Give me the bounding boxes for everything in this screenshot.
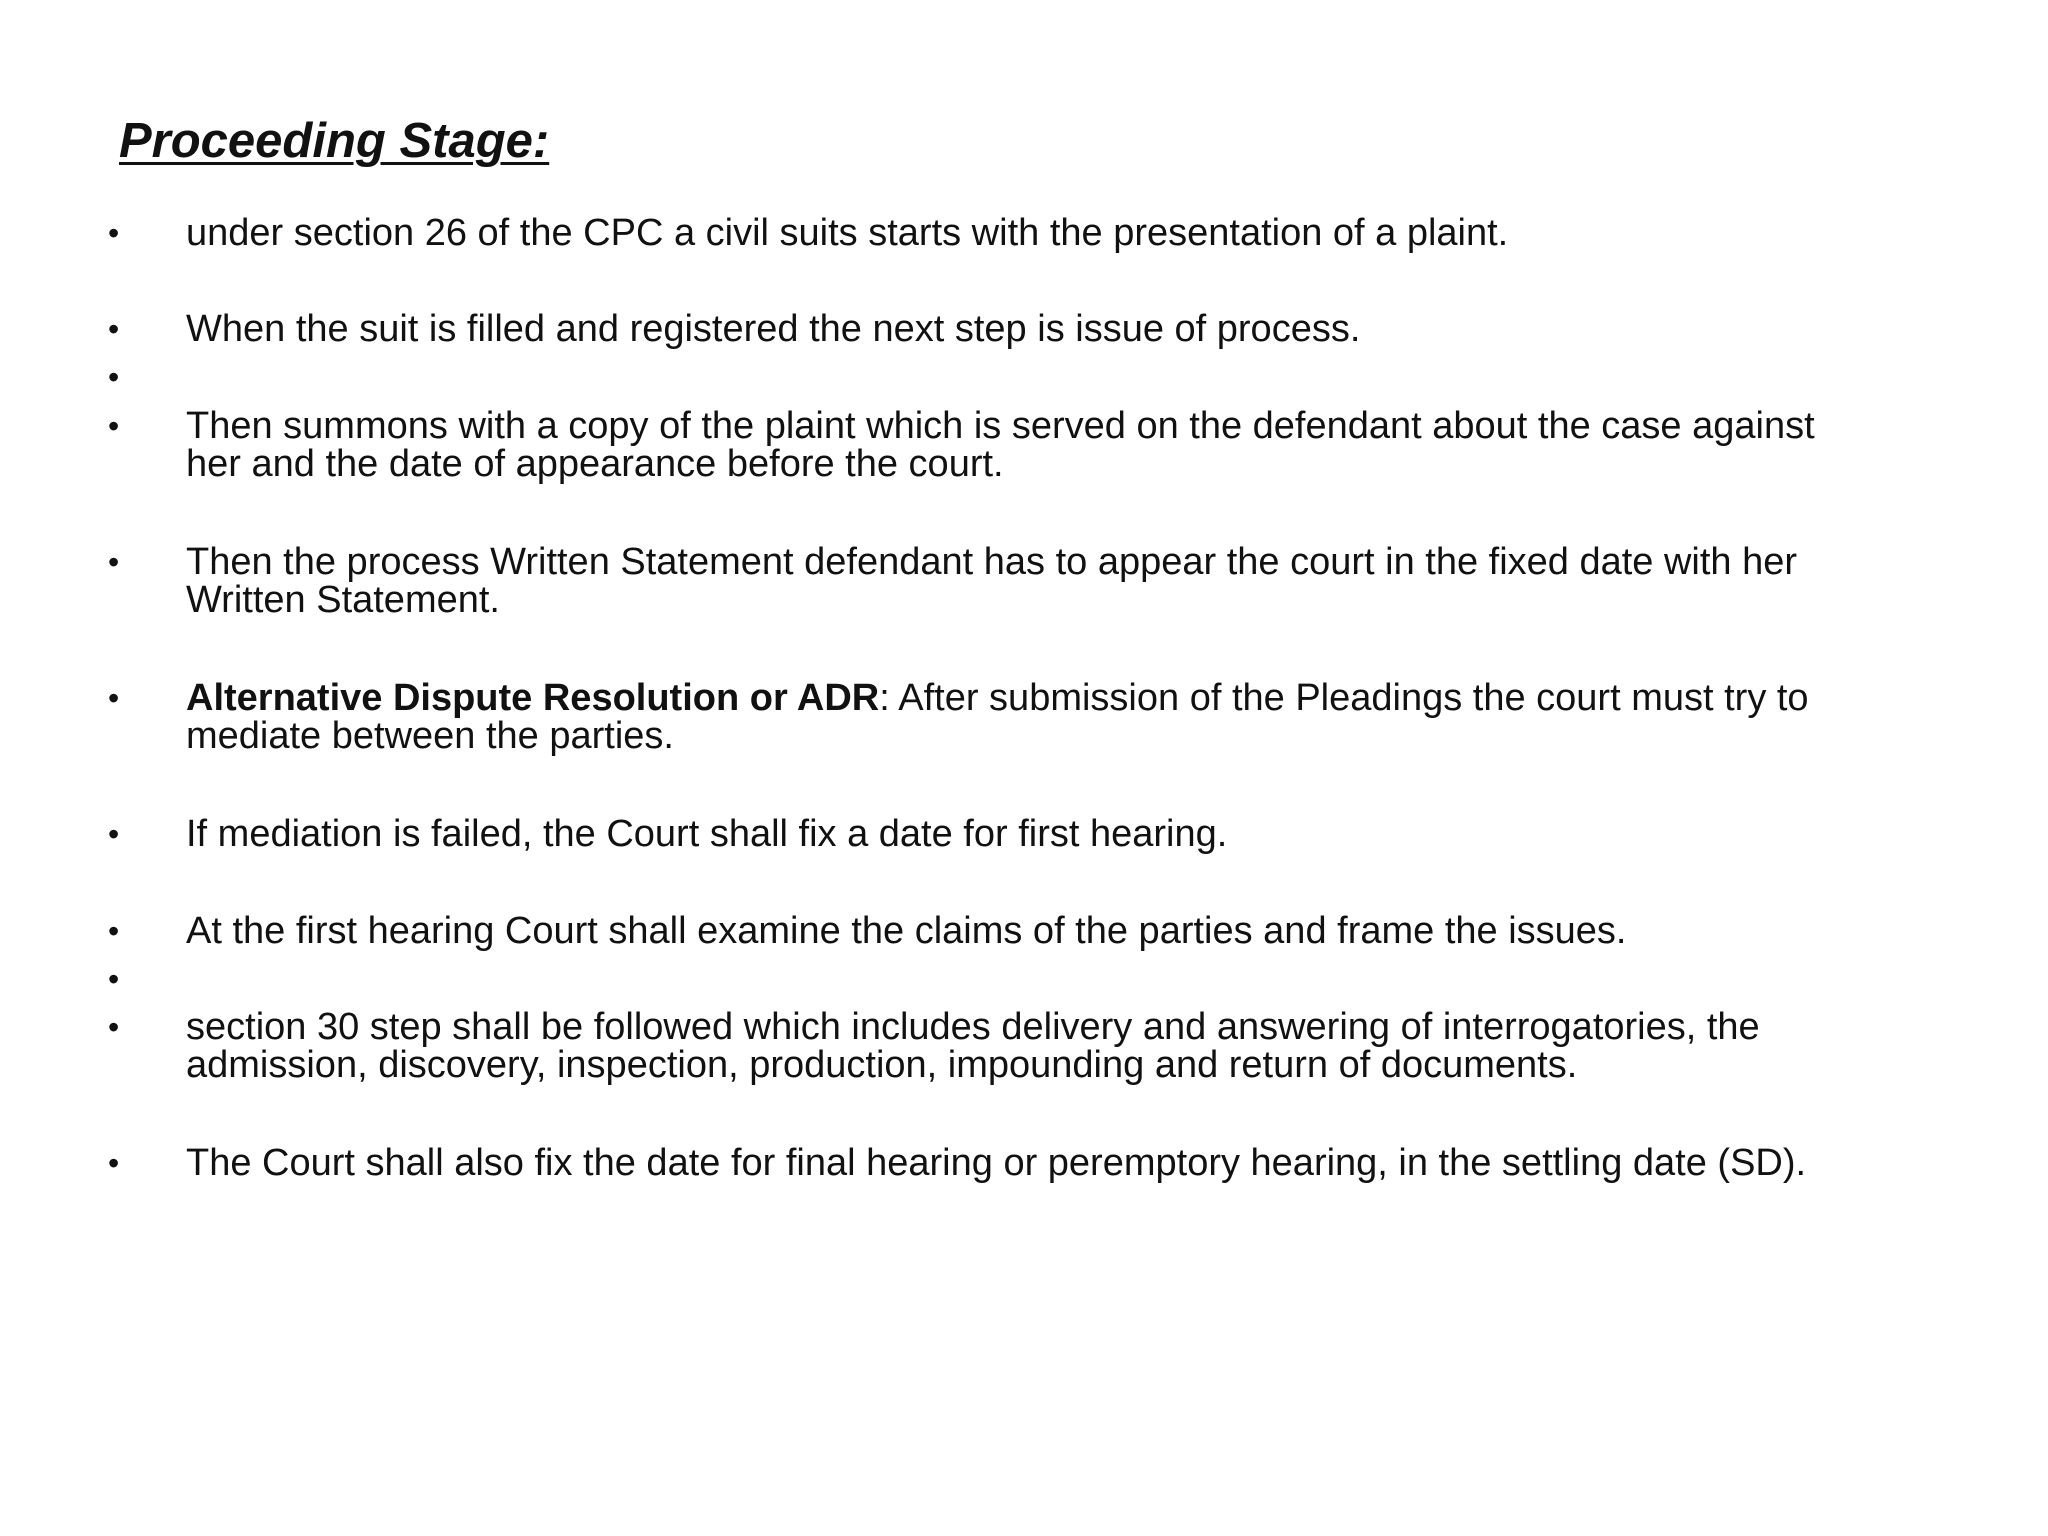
bullet-line: admission, discovery, inspection, production, impounding and return of documents. bbox=[186, 1044, 1578, 1086]
bullet-text bbox=[186, 407, 1946, 483]
bullet-line: Written Statement. bbox=[186, 579, 500, 621]
bullet-line-first bbox=[186, 679, 1946, 717]
bullet-text bbox=[186, 214, 1946, 252]
bullet-line: At the first hearing Court shall examine the claims of the parties and frame the issues. bbox=[186, 910, 1627, 952]
bullet-marker: • bbox=[108, 544, 120, 580]
slide-title: Proceeding Stage: bbox=[119, 114, 550, 168]
bullet-line: under section 26 of the CPC a civil suits starts with the presentation of a plaint. bbox=[186, 212, 1509, 254]
bullet-text bbox=[186, 815, 1946, 853]
bullet-text bbox=[186, 1008, 1946, 1084]
bullet-marker: • bbox=[108, 359, 120, 395]
bullet-line: When the suit is filled and registered the next step is issue of process. bbox=[186, 308, 1361, 350]
bullet-text bbox=[186, 912, 1946, 950]
adr-bold-lead: Alternative Dispute Resolution or ADR bbox=[186, 677, 880, 719]
bullet-marker: • bbox=[108, 408, 120, 444]
bullet-marker: • bbox=[108, 1145, 120, 1181]
bullet-text bbox=[186, 543, 1946, 619]
bullet-line: The Court shall also fix the date for final hearing or peremptory hearing, in the settling date (SD). bbox=[186, 1142, 1807, 1184]
bullet-marker: • bbox=[108, 1009, 120, 1045]
bullet-marker: • bbox=[108, 961, 120, 997]
bullet-marker: • bbox=[108, 913, 120, 949]
bullet-line: Then the process Written Statement defendant has to appear the court in the fixed date with her bbox=[186, 541, 1798, 583]
bullet-line: mediate between the parties. bbox=[186, 715, 674, 757]
adr-rest-text: : After submission of the Pleadings the court must try to bbox=[879, 677, 1809, 719]
bullet-text bbox=[186, 310, 1946, 348]
bullet-marker: • bbox=[108, 816, 120, 852]
bullet-marker: • bbox=[108, 680, 120, 716]
bullet-line: Then summons with a copy of the plaint which is served on the defendant about the case against bbox=[186, 405, 1815, 447]
bullet-marker: • bbox=[108, 311, 120, 347]
bullet-text bbox=[186, 679, 1946, 755]
bullet-line: If mediation is failed, the Court shall fix a date for first hearing. bbox=[186, 813, 1228, 855]
bullet-marker: • bbox=[108, 215, 120, 251]
bullet-line: section 30 step shall be followed which includes delivery and answering of interrogatories, the bbox=[186, 1006, 1760, 1048]
bullet-text bbox=[186, 1144, 1946, 1182]
bullet-line: her and the date of appearance before the court. bbox=[186, 443, 1004, 485]
